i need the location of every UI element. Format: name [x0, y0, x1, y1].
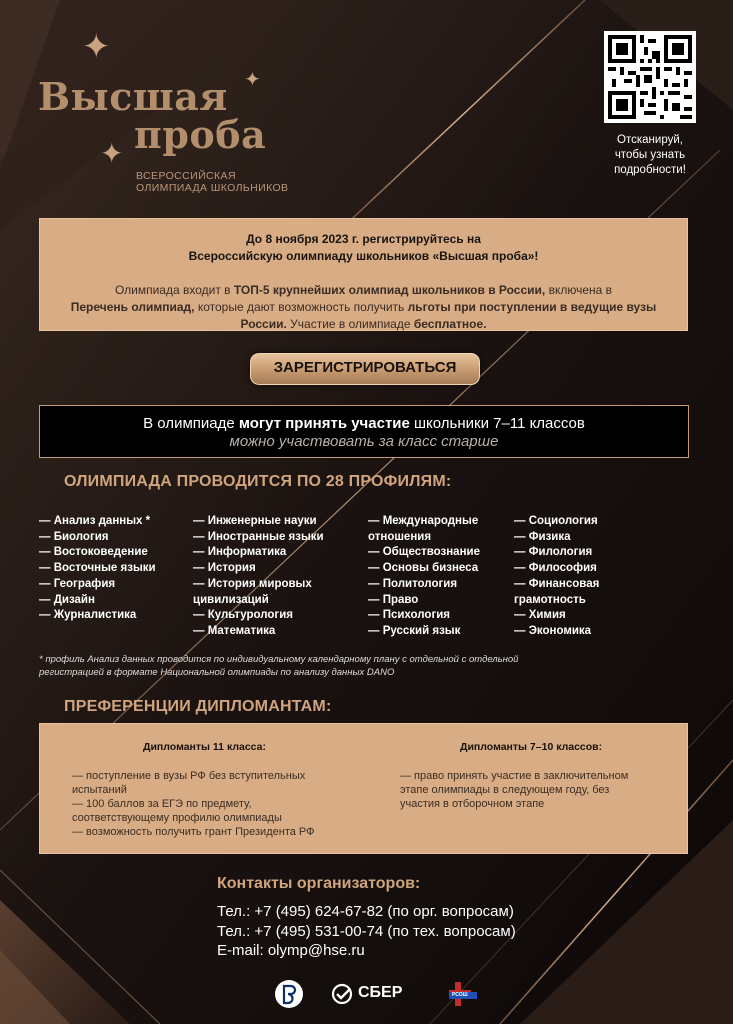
footnote-line: регистрацией в формате Национальной олимпиады по анализу данных DANO — [39, 667, 395, 678]
contact-phone-tech[interactable]: Тел.: +7 (495) 531-00-74 (по тех. вопросам) — [217, 922, 516, 940]
profiles-column-2 — [193, 514, 363, 640]
sparkle-star-icon: ✦ — [100, 138, 124, 169]
preferences-right-list — [400, 769, 680, 811]
profile-item: отношения — [368, 530, 432, 543]
contacts-list — [217, 902, 597, 961]
participation-text: В олимпиаде могут принять участие школьники 7–11 классов — [143, 415, 585, 432]
profile-item: — Журналистика — [39, 609, 137, 622]
profile-item: — История мировых — [193, 577, 312, 590]
qr-caption-line: чтобы узнать — [614, 149, 686, 161]
contact-email[interactable]: E-mail: olymp@hse.ru — [217, 942, 365, 959]
profile-item: — Психология — [368, 609, 451, 622]
preferences-box — [39, 723, 688, 854]
profile-item: — Восточные языки — [39, 562, 156, 575]
qr-caption — [590, 133, 710, 178]
logo — [38, 30, 318, 200]
sber-logo — [331, 982, 411, 1006]
profile-item: — Иностранные языки — [193, 530, 324, 543]
profiles-column-4 — [514, 514, 634, 640]
sber-label: СБЕР — [358, 984, 403, 1001]
profile-item: — Филология — [514, 546, 593, 559]
profile-item: — Математика — [193, 624, 276, 637]
profiles-column-3 — [368, 514, 508, 640]
info-headline-line1: До 8 ноября 2023 г. регистрируйтесь на — [246, 232, 481, 246]
info-description: Олимпиада входит в ТОП-5 крупнейших олимпиад школьников в России, включена в Перечень олимпиад, которые дают возможность получить льготы при поступлении в ведущие вузы России. Участие в олимпиаде бесплатное. — [70, 283, 657, 331]
info-headline-line2: Всероссийскую олимпиаду школьников «Высшая проба»! — [188, 249, 539, 263]
preference-line: этапе олимпиады в следующем году, без — [400, 784, 610, 796]
profile-item: — Русский язык — [368, 624, 461, 637]
contacts-title: Контакты организаторов: — [217, 875, 421, 892]
preference-line: — поступление в вузы РФ без вступительных — [72, 770, 306, 782]
contact-phone-org[interactable]: Тел.: +7 (495) 624-67-82 (по орг. вопросам) — [217, 903, 514, 920]
preference-line: — право принять участие в заключительном — [400, 770, 629, 782]
register-button[interactable]: ЗАРЕГИСТРИРОВАТЬСЯ — [250, 353, 480, 385]
sparkle-star-icon: ✦ — [244, 69, 261, 91]
profiles-column-1 — [39, 514, 189, 624]
preference-line: испытаний — [72, 784, 127, 796]
rsosh-label: РСОШ — [452, 992, 468, 998]
hse-logo-icon — [274, 979, 304, 1009]
profile-item: — Культурология — [193, 609, 293, 622]
preference-line: — 100 баллов за ЕГЭ по предмету, — [72, 798, 252, 810]
logo-subtitle-line1: ВСЕРОССИЙСКАЯ — [136, 170, 236, 182]
profile-item: — Инженерные науки — [193, 515, 317, 527]
profile-item: — География — [39, 577, 116, 590]
profile-item: — Философия — [514, 562, 597, 575]
preferences-heading: ПРЕФЕРЕНЦИИ ДИПЛОМАНТАМ: — [64, 698, 332, 715]
info-box — [39, 218, 688, 331]
profile-item: — Востоковедение — [39, 546, 148, 559]
profile-item: — История — [193, 562, 256, 575]
rsosh-logo — [447, 980, 479, 1008]
profile-item: цивилизаций — [193, 593, 269, 606]
qr-caption-line: Отсканируй, — [617, 134, 683, 146]
participation-box — [39, 405, 689, 458]
profile-item: — Химия — [514, 609, 566, 622]
profile-item: грамотность — [514, 593, 586, 606]
sparkle-star-icon: ✦ — [82, 28, 111, 66]
logo-title-line2: проба — [134, 112, 267, 157]
profile-item: — Политология — [368, 577, 458, 590]
preference-line: — возможность получить грант Президента РФ — [72, 826, 315, 838]
profiles-footnote — [39, 653, 659, 679]
qr-code[interactable] — [604, 31, 696, 123]
profile-item: — Социология — [514, 515, 598, 527]
participation-note: можно участвовать за класс старше — [229, 433, 499, 450]
preferences-left-title: Дипломанты 11 класса: — [143, 741, 266, 753]
profile-item: — Международные — [368, 515, 479, 527]
qr-code-icon — [608, 35, 692, 119]
logo-subtitle-line2: ОЛИМПИАДА ШКОЛЬНИКОВ — [136, 182, 289, 194]
profile-item: — Право — [368, 593, 419, 606]
preferences-left-list — [72, 769, 372, 839]
profile-item: — Физика — [514, 530, 571, 543]
logo-title-line1: Высшая — [38, 74, 228, 119]
profile-item: — Экономика — [514, 624, 592, 637]
profile-item: — Анализ данных * — [39, 515, 151, 527]
profile-item: — Основы бизнеса — [368, 562, 479, 575]
preference-line: соответствующему профилю олимпиады — [72, 812, 282, 824]
preferences-right-title: Дипломанты 7–10 классов: — [460, 741, 603, 753]
profile-item: — Биология — [39, 530, 109, 543]
profile-item: — Обществознание — [368, 546, 480, 559]
qr-caption-line: подробности! — [614, 164, 686, 176]
profile-item: — Дизайн — [39, 593, 95, 606]
footnote-line: * профиль Анализ данных проводится по индивидуальному календарному плану с отдельной с отдельной — [39, 654, 519, 665]
sber-check-icon — [331, 983, 353, 1005]
preference-line: участия в отборочном этапе — [400, 798, 545, 810]
profiles-heading: ОЛИМПИАДА ПРОВОДИТСЯ ПО 28 ПРОФИЛЯМ: — [64, 473, 452, 490]
hse-logo — [274, 979, 304, 1009]
profile-item: — Информатика — [193, 546, 287, 559]
profile-item: — Финансовая — [514, 577, 600, 590]
